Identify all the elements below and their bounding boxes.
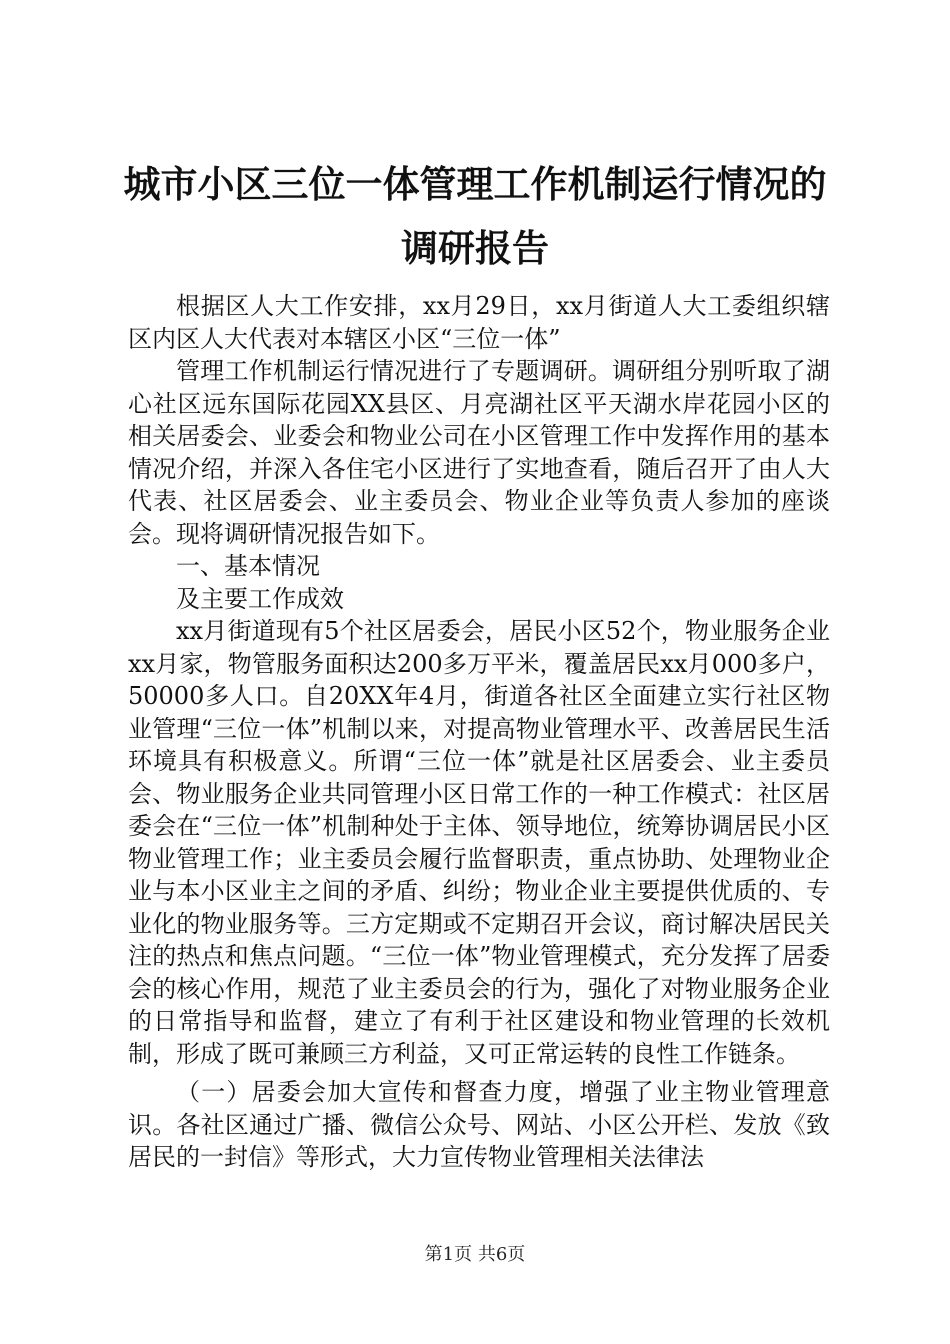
paragraph-4: （一）居委会加大宣传和督查力度，增强了业主物业管理意识。各社区通过广播、微信公众号、网站、小区公开栏、发放《致居民的一封信》等形式，大力宣传物业管理相关法律法 bbox=[128, 1078, 830, 1171]
section-heading-1: 一、基本情况 bbox=[176, 552, 320, 580]
document-title: 城市小区三位一体管理工作机制运行情况的调研报告 bbox=[123, 162, 827, 270]
page-number: 第1页 共6页 bbox=[424, 1244, 526, 1265]
section-heading-1-cont: 及主要工作成效 bbox=[176, 584, 344, 613]
paragraph-3: xx月街道现有5个社区居委会，居民小区52个，物业服务企业xx月家，物管服务面积达200多万平米，覆盖居民xx月000多户，50000多人口。自20XX年4月，街道各社区全面建立实行社区物业管理“三位一体”机制以来，对提高物业管理水平、改善居民生活环境具有积极意义。所谓“三位一体”就是社区居委会、业主委员会、物业服务企业共同管理小区日常工作的一种工作模式：社区居委会在“三位一体”机制种处于主体、领导地位，统筹协调居民小区物业管理工作；业主委员会履行监督职责，重点协助、处理物业企业与本小区业主之间的矛盾、纠纷；物业企业主要提供优质的、专业化的物业服务等。三方定期或不定期召开会议，商讨解决居民关注的热点和焦点问题。“三位一体”物业管理模式，充分发挥了居委会的核心作用，规范了业主委员会的行为，强化了对物业服务企业的日常指导和监督，建立了有利于社区建设和物业管理的长效机制，形成了既可兼顾三方利益，又可正常运转的良性工作链条。 bbox=[128, 617, 830, 1068]
paragraph-2: 管理工作机制运行情况进行了专题调研。调研组分别听取了湖心社区远东国际花园XX县区、月亮湖社区平天湖水岸花园小区的相关居委会、业委会和物业公司在小区管理工作中发挥作用的基本情况介绍，并深入各住宅小区进行了实地查看，随后召开了由人大代表、社区居委会、业主委员会、物业企业等负责人参加的座谈会。现将调研情况报告如下。 bbox=[128, 357, 830, 548]
paragraph-1: 根据区人大工作安排，xx月29日，xx月街道人大工委组织辖区内区人大代表对本辖区小区“三位一体” bbox=[128, 292, 830, 353]
document-body bbox=[128, 290, 830, 1174]
